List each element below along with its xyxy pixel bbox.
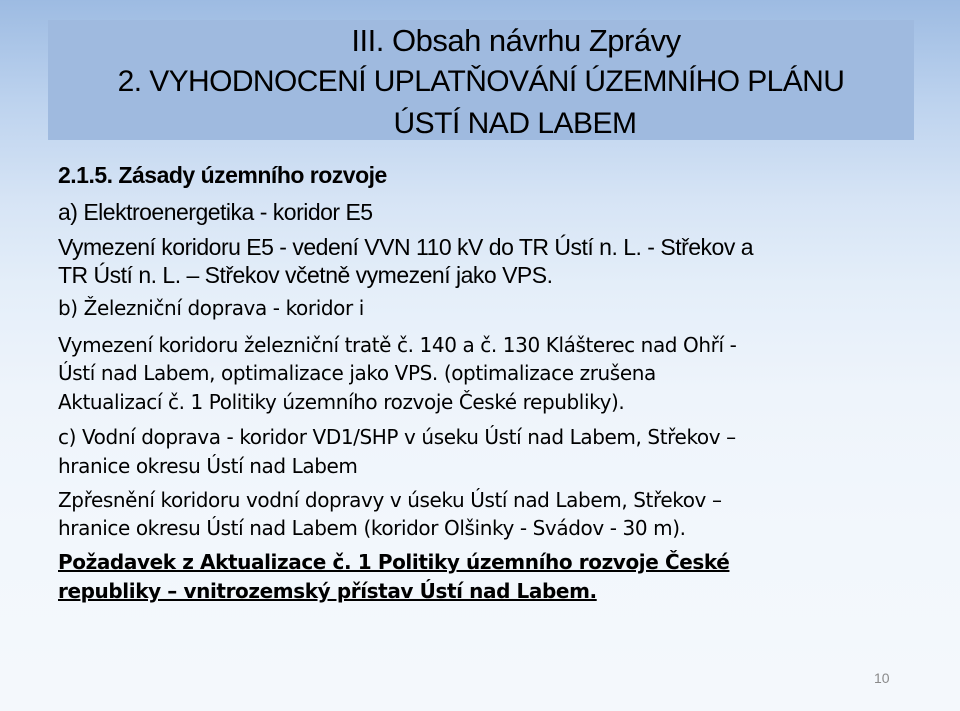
item-a-description-line1: Vymezení koridoru E5 - vedení VVN 110 kV do TR Ústí n. L. - Střekov a <box>58 234 754 260</box>
item-c-description-line2: hranice okresu Ústí nad Labem (koridor Olšinky - Svádov - 30 m). <box>58 516 686 540</box>
item-b-description-line1: Vymezení koridoru železniční tratě č. 140 a č. 130 Klášterec nad Ohří - <box>58 333 737 357</box>
slide-subtitle-continued: ÚSTÍ NAD LABEM <box>393 107 637 140</box>
requirement-line1: Požadavek z Aktualizace č. 1 Politiky územního rozvoje České <box>58 550 730 574</box>
item-b-description-line2: Ústí nad Labem, optimalizace jako VPS. (optimalizace zrušena <box>58 361 656 385</box>
item-a-description-line2: TR Ústí n. L. – Střekov včetně vymezení jako VPS. <box>58 262 553 288</box>
slide-title: III. Obsah návrhu Zprávy <box>351 23 681 58</box>
page-number: 10 <box>874 670 890 686</box>
item-b-description-line3: Aktualizací č. 1 Politiky územního rozvoje České republiky). <box>58 390 625 414</box>
slide-subtitle: 2. VYHODNOCENÍ UPLATŇOVÁNÍ ÚZEMNÍHO PLÁNU <box>117 65 845 98</box>
item-a-title: a) Elektroenergetika - koridor E5 <box>58 199 373 225</box>
item-c-title-line1: c) Vodní doprava - koridor VD1/SHP v úseku Ústí nad Labem, Střekov – <box>58 425 736 449</box>
item-c-description-line1: Zpřesnění koridoru vodní dopravy v úseku Ústí nad Labem, Střekov – <box>58 488 722 512</box>
requirement-line2: republiky – vnitrozemský přístav Ústí nad Labem. <box>58 579 597 603</box>
item-c-title-line2: hranice okresu Ústí nad Labem <box>58 454 358 478</box>
section-heading: 2.1.5. Zásady územního rozvoje <box>58 162 387 188</box>
item-b-title: b) Železniční doprava - koridor i <box>58 296 364 320</box>
